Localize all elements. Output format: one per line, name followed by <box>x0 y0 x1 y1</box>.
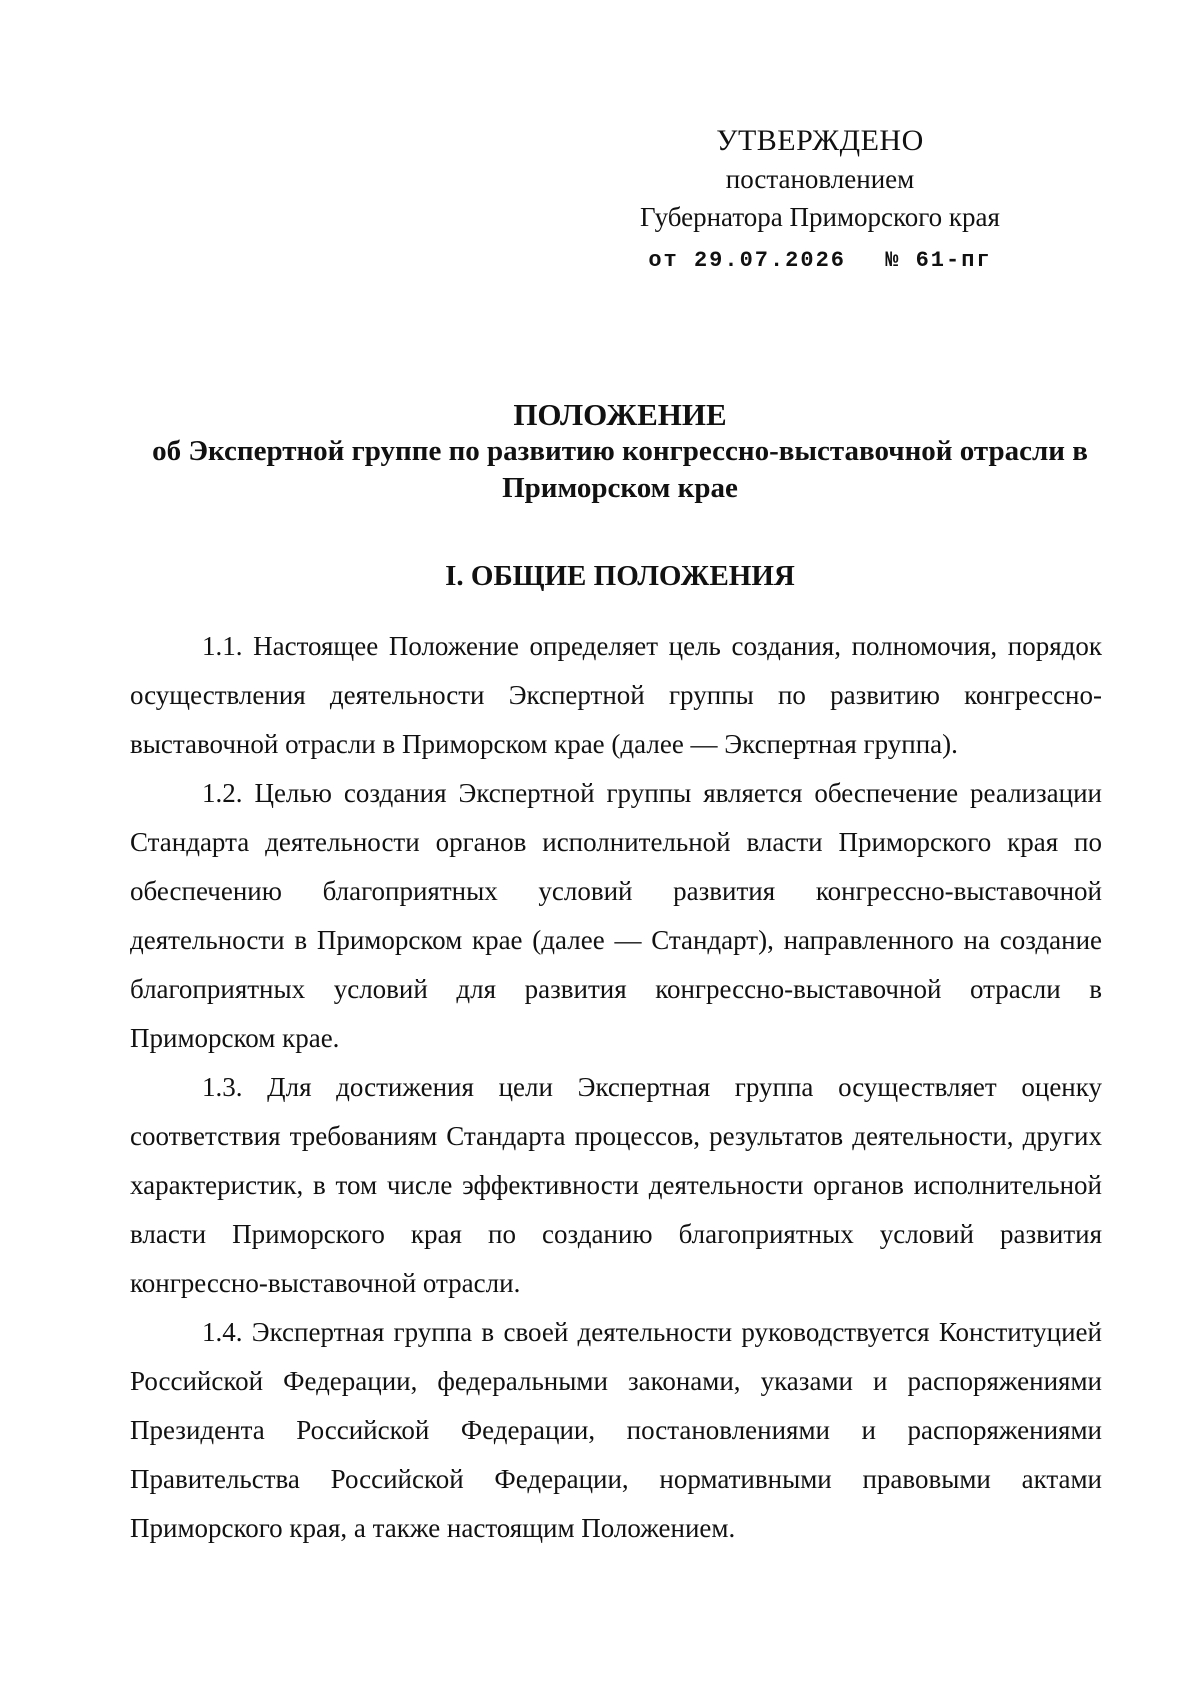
approval-by-line-1: постановлением <box>725 164 915 194</box>
document-title: ПОЛОЖЕНИЕ <box>513 397 727 432</box>
approval-by-line-2: Губернатора Приморского края <box>640 202 1000 232</box>
document-body <box>130 622 1102 1553</box>
document-subtitle: об Экспертной группе по развитию конгрессно-выставочной отрасли в Приморском крае <box>152 435 1088 504</box>
section-heading: I. ОБЩИЕ ПОЛОЖЕНИЯ <box>445 560 795 592</box>
document-title-block <box>130 396 1110 507</box>
number-prefix: № <box>885 248 901 273</box>
approval-stamp-title: УТВЕРЖДЕНО <box>716 124 924 157</box>
approval-date: 29.07.2026 <box>693 248 846 273</box>
paragraph-1-4: 1.4. Экспертная группа в своей деятельности руководствуется Конституцией Российской Федерации, федеральными законами, указами и распоряжениями Президента Российской Федерации, постановлениями и распоряжениями Правительства Российской Федерации, нормативными правовыми актами Приморского края, а также настоящим Положением. <box>130 1317 1102 1543</box>
date-prefix: от <box>648 248 679 273</box>
approval-block <box>610 122 1030 280</box>
approval-number: 61-пг <box>915 248 992 273</box>
approval-date-number-line <box>610 242 1030 280</box>
paragraph-1-2: 1.2. Целью создания Экспертной группы является обеспечение реализации Стандарта деятельности органов исполнительной власти Приморского края по обеспечению благоприятных условий развития конгрессно-выставочной деятельности в Приморском крае (далее — Стандарт), направленного на создание благоприятных условий для развития конгрессно-выставочной отрасли в Приморском крае. <box>130 778 1102 1053</box>
paragraph-1-3: 1.3. Для достижения цели Экспертная группа осуществляет оценку соответствия требованиям Стандарта процессов, результатов деятельности, других характеристик, в том числе эффективности деятельности органов исполнительной власти Приморского края по созданию благоприятных условий развития конгрессно-выставочной отрасли. <box>130 1072 1102 1298</box>
paragraph-1-1: 1.1. Настоящее Положение определяет цель создания, полномочия, порядок осуществления деятельности Экспертной группы по развитию конгрессно-выставочной отрасли в Приморском крае (далее — Экспертная группа). <box>130 631 1102 759</box>
